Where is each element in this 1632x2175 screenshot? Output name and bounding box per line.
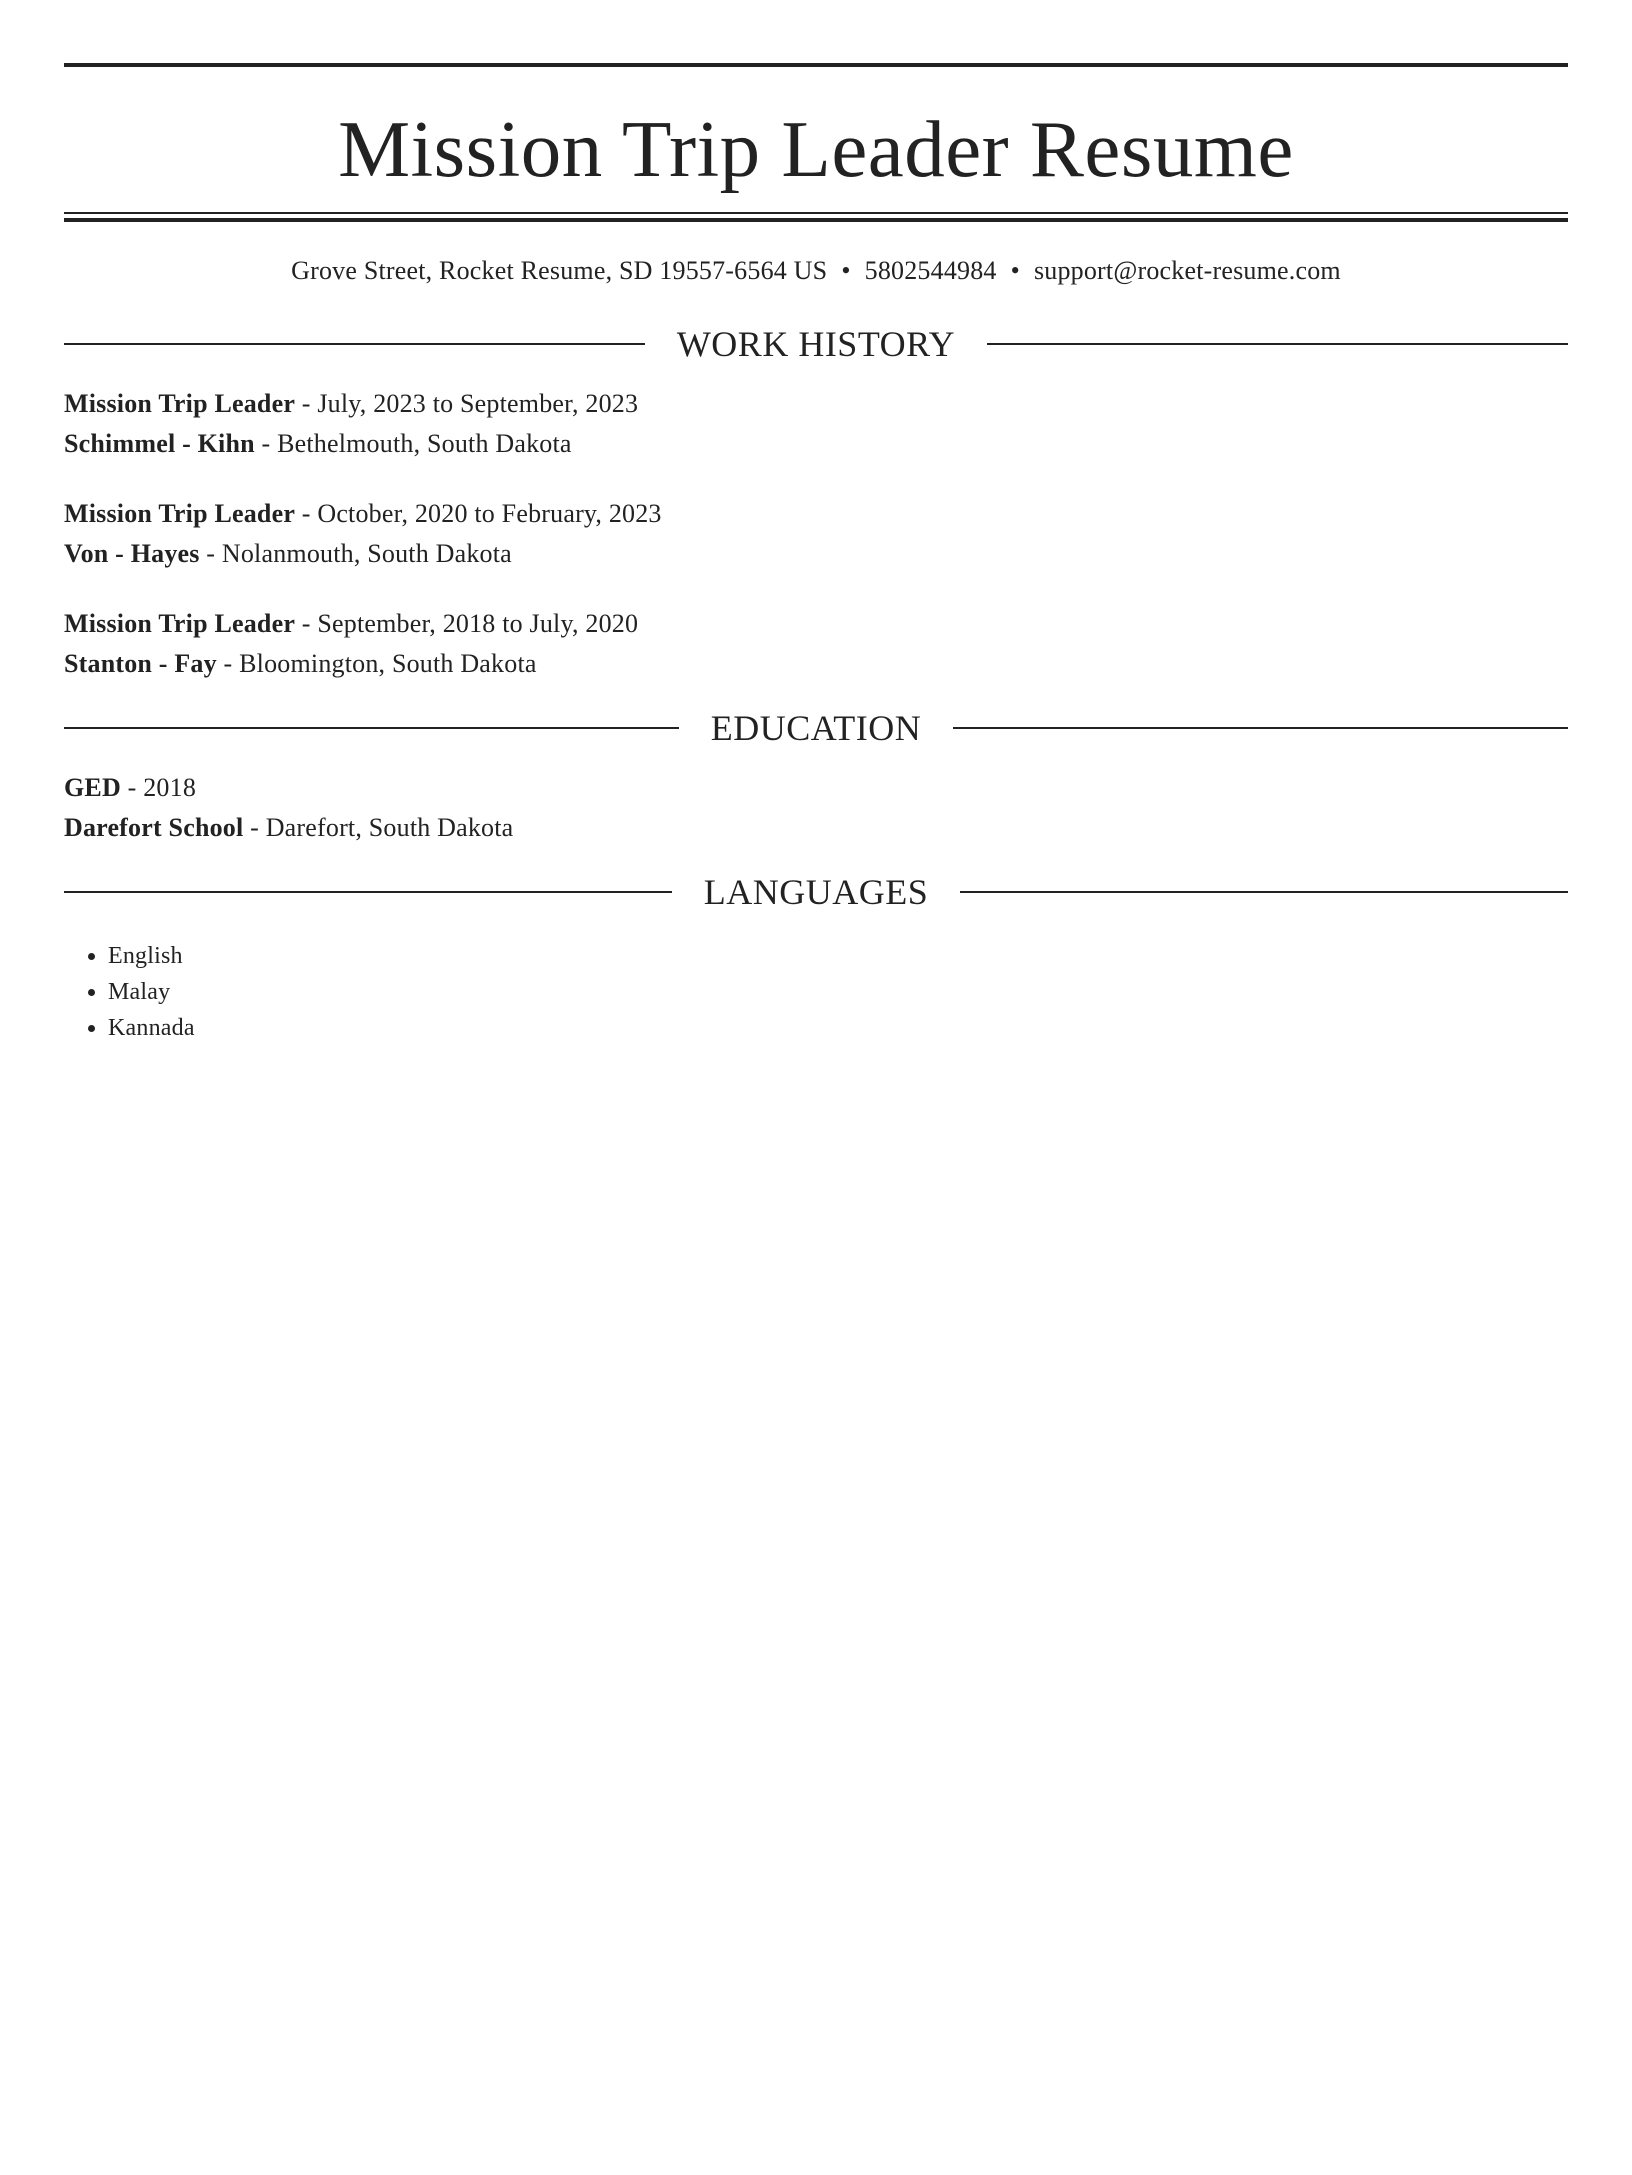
work-entry-employer-row [64,644,1568,684]
contact-line [64,255,1568,287]
contact-address: Grove Street, Rocket Resume, SD 19557-6564 US [291,256,828,285]
school-name: Darefort School [64,813,244,842]
heading-rule-left [64,343,645,345]
job-title: Mission Trip Leader [64,499,296,528]
education-entries [64,768,1568,848]
contact-separator: • [1010,256,1020,285]
language-item: • Kannada [108,1010,1568,1046]
language-item: • English [108,938,1568,974]
resume-title: Mission Trip Leader Resume [338,104,1294,194]
employer-name: Von - Hayes [64,539,200,568]
work-entry-employer-row [64,424,1568,464]
education-heading-label: EDUCATION [710,708,922,748]
heading-rule-right [960,891,1568,893]
school-location: Darefort, South Dakota [265,813,514,842]
job-title: Mission Trip Leader [64,389,296,418]
job-dates: July, 2023 to September, 2023 [317,389,639,418]
graduation-year: 2018 [143,773,197,802]
contact-phone: 5802544984 [864,256,997,285]
dash: - [301,389,311,418]
dash: - [127,773,137,802]
languages-heading [64,870,1568,914]
education-degree-row [64,768,1568,808]
work-entry-title-row [64,494,1568,534]
dash: - [250,813,259,842]
employer-name: Schimmel - Kihn [64,429,255,458]
education-school-row [64,808,1568,848]
language-item: • Malay [108,974,1568,1010]
title-double-rule [64,212,1568,222]
job-dates: September, 2018 to July, 2020 [317,609,639,638]
work-history-heading-label: WORK HISTORY [676,324,956,364]
contact-email: support@rocket-resume.com [1033,256,1341,285]
languages-heading-label: LANGUAGES [703,872,929,912]
education-heading [64,706,1568,750]
employer-location: Bloomington, South Dakota [239,649,537,678]
work-history-heading [64,322,1568,366]
work-entry [64,384,1568,464]
languages-list [64,938,1568,1046]
dash: - [301,609,311,638]
dash: - [206,539,216,568]
heading-rule-left [64,891,672,893]
work-entry-title-row [64,384,1568,424]
work-entry-employer-row [64,534,1568,574]
work-history-entries [64,384,1568,684]
dash: - [261,429,271,458]
employer-location: Nolanmouth, South Dakota [221,539,512,568]
dash: - [223,649,233,678]
dash: - [301,499,311,528]
work-entry [64,494,1568,574]
job-dates: October, 2020 to February, 2023 [317,499,662,528]
education-entry [64,768,1568,848]
work-entry-title-row [64,604,1568,644]
contact-separator: • [841,256,851,285]
heading-rule-right [987,343,1568,345]
degree: GED [64,773,121,802]
employer-name: Stanton - Fay [64,649,217,678]
work-entry [64,604,1568,684]
heading-rule-right [953,727,1568,729]
employer-location: Bethelmouth, South Dakota [277,429,572,458]
job-title: Mission Trip Leader [64,609,296,638]
resume-page [0,63,1632,2175]
heading-rule-left [64,727,679,729]
